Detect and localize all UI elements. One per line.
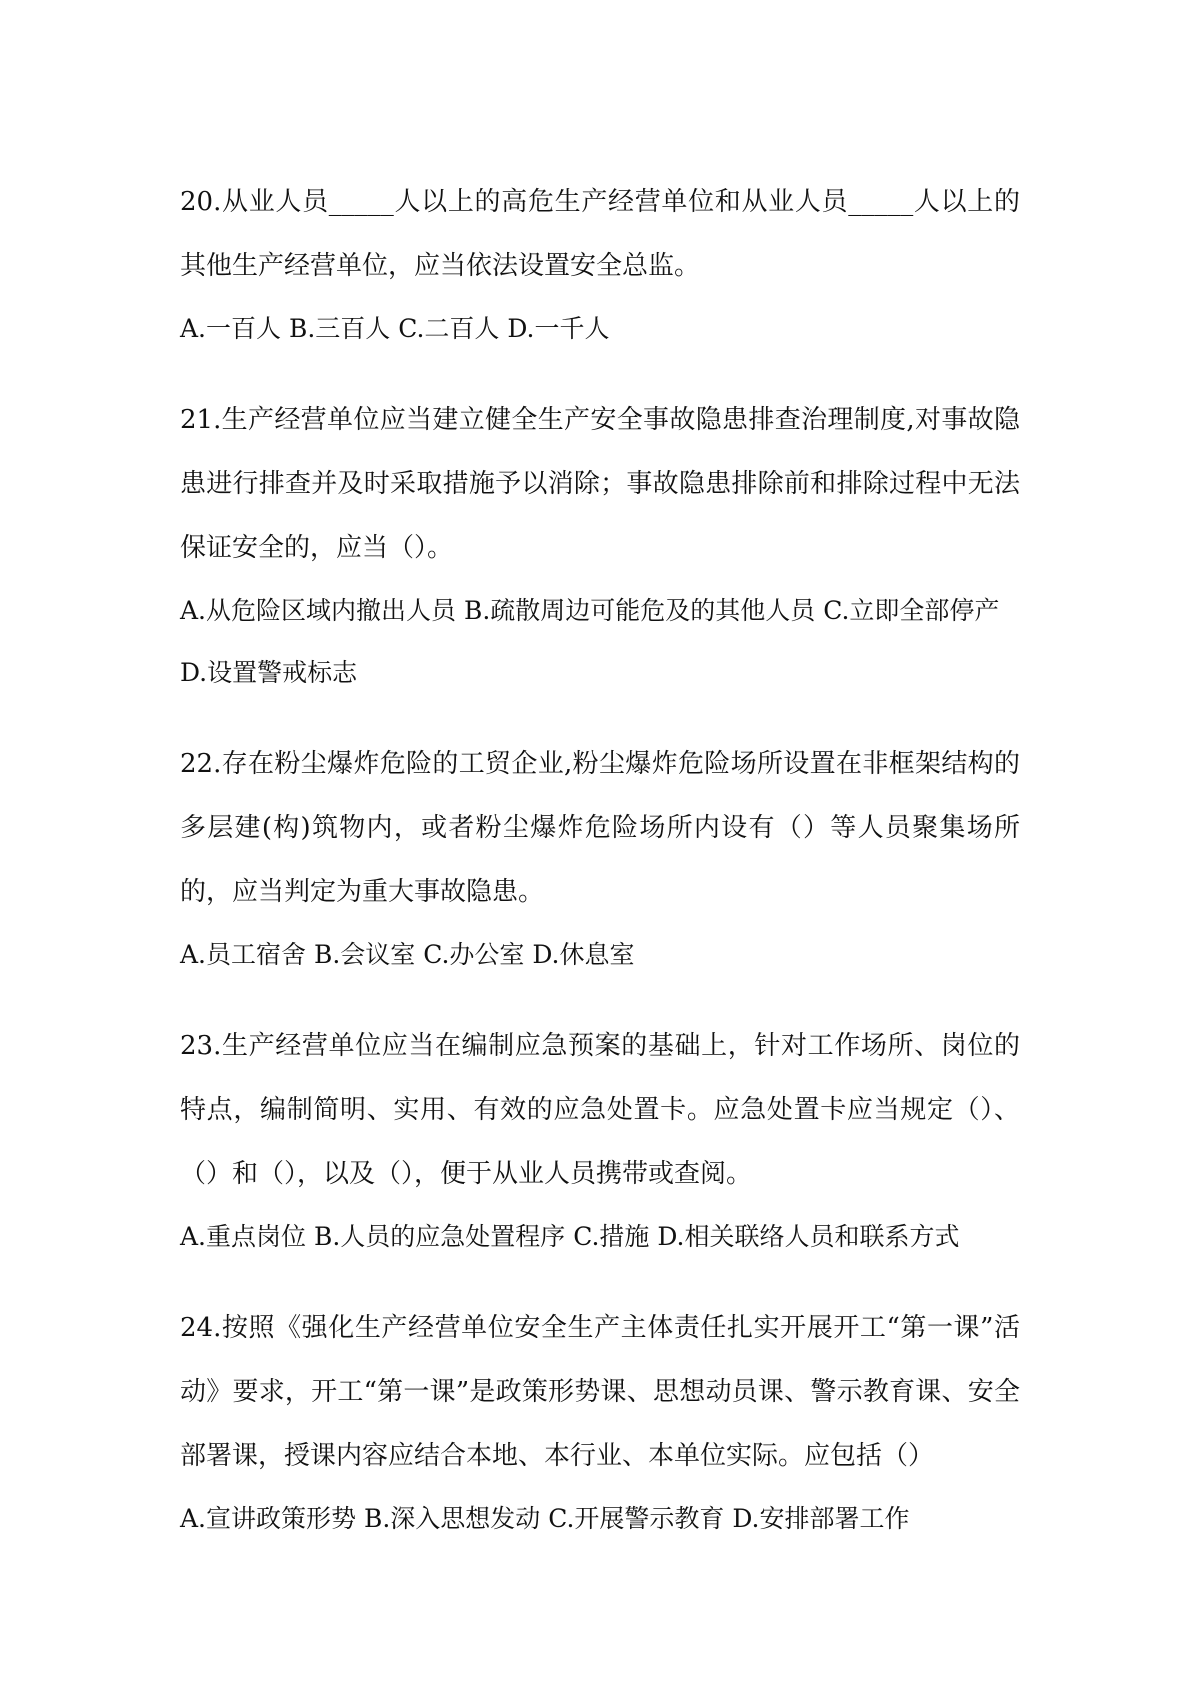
question-stem: 24.按照《强化生产经营单位安全生产主体责任扎实开展开工“第一课”活动》要求，开工“第一课”是政策形势课、思想动员课、警示教育课、安全部署课，授课内容应结合本地、本行业、本单位实际。应包括（） [180, 1313, 1020, 1471]
question-21 [180, 388, 1020, 704]
question-list [180, 170, 1020, 1550]
question-24 [180, 1296, 1020, 1550]
question-stem: 21.生产经营单位应当建立健全生产安全事故隐患排查治理制度,对事故隐患进行排查并及时采取措施予以消除；事故隐患排除前和排除过程中无法保证安全的，应当（）。 [180, 405, 1020, 563]
question-options: A.宣讲政策形势 B.深入思想发动 C.开展警示教育 D.安排部署工作 [180, 1504, 910, 1533]
question-23 [180, 1014, 1020, 1268]
question-20 [180, 170, 1020, 360]
question-stem: 23.生产经营单位应当在编制应急预案的基础上，针对工作场所、岗位的特点，编制简明、实用、有效的应急处置卡。应急处置卡应当规定（）、（）和（），以及（），便于从业人员携带或查阅。 [180, 1031, 1020, 1189]
question-options: A.员工宿舍 B.会议室 C.办公室 D.休息室 [180, 940, 635, 969]
question-22 [180, 732, 1020, 986]
question-options: A.重点岗位 B.人员的应急处置程序 C.措施 D.相关联络人员和联系方式 [180, 1222, 960, 1251]
question-stem: 22.存在粉尘爆炸危险的工贸企业,粉尘爆炸危险场所设置在非框架结构的多层建(构)筑物内，或者粉尘爆炸危险场所内设有（）等人员聚集场所的，应当判定为重大事故隐患。 [180, 749, 1020, 907]
question-options: A.一百人 B.三百人 C.二百人 D.一千人 [180, 314, 610, 343]
question-stem: 20.从业人员_____人以上的高危生产经营单位和从业人员_____人以上的其他生产经营单位，应当依法设置安全总监。 [180, 187, 1020, 281]
question-options: A.从危险区域内撤出人员 B.疏散周边可能危及的其他人员 C.立即全部停产 D.设置警戒标志 [180, 596, 1000, 687]
